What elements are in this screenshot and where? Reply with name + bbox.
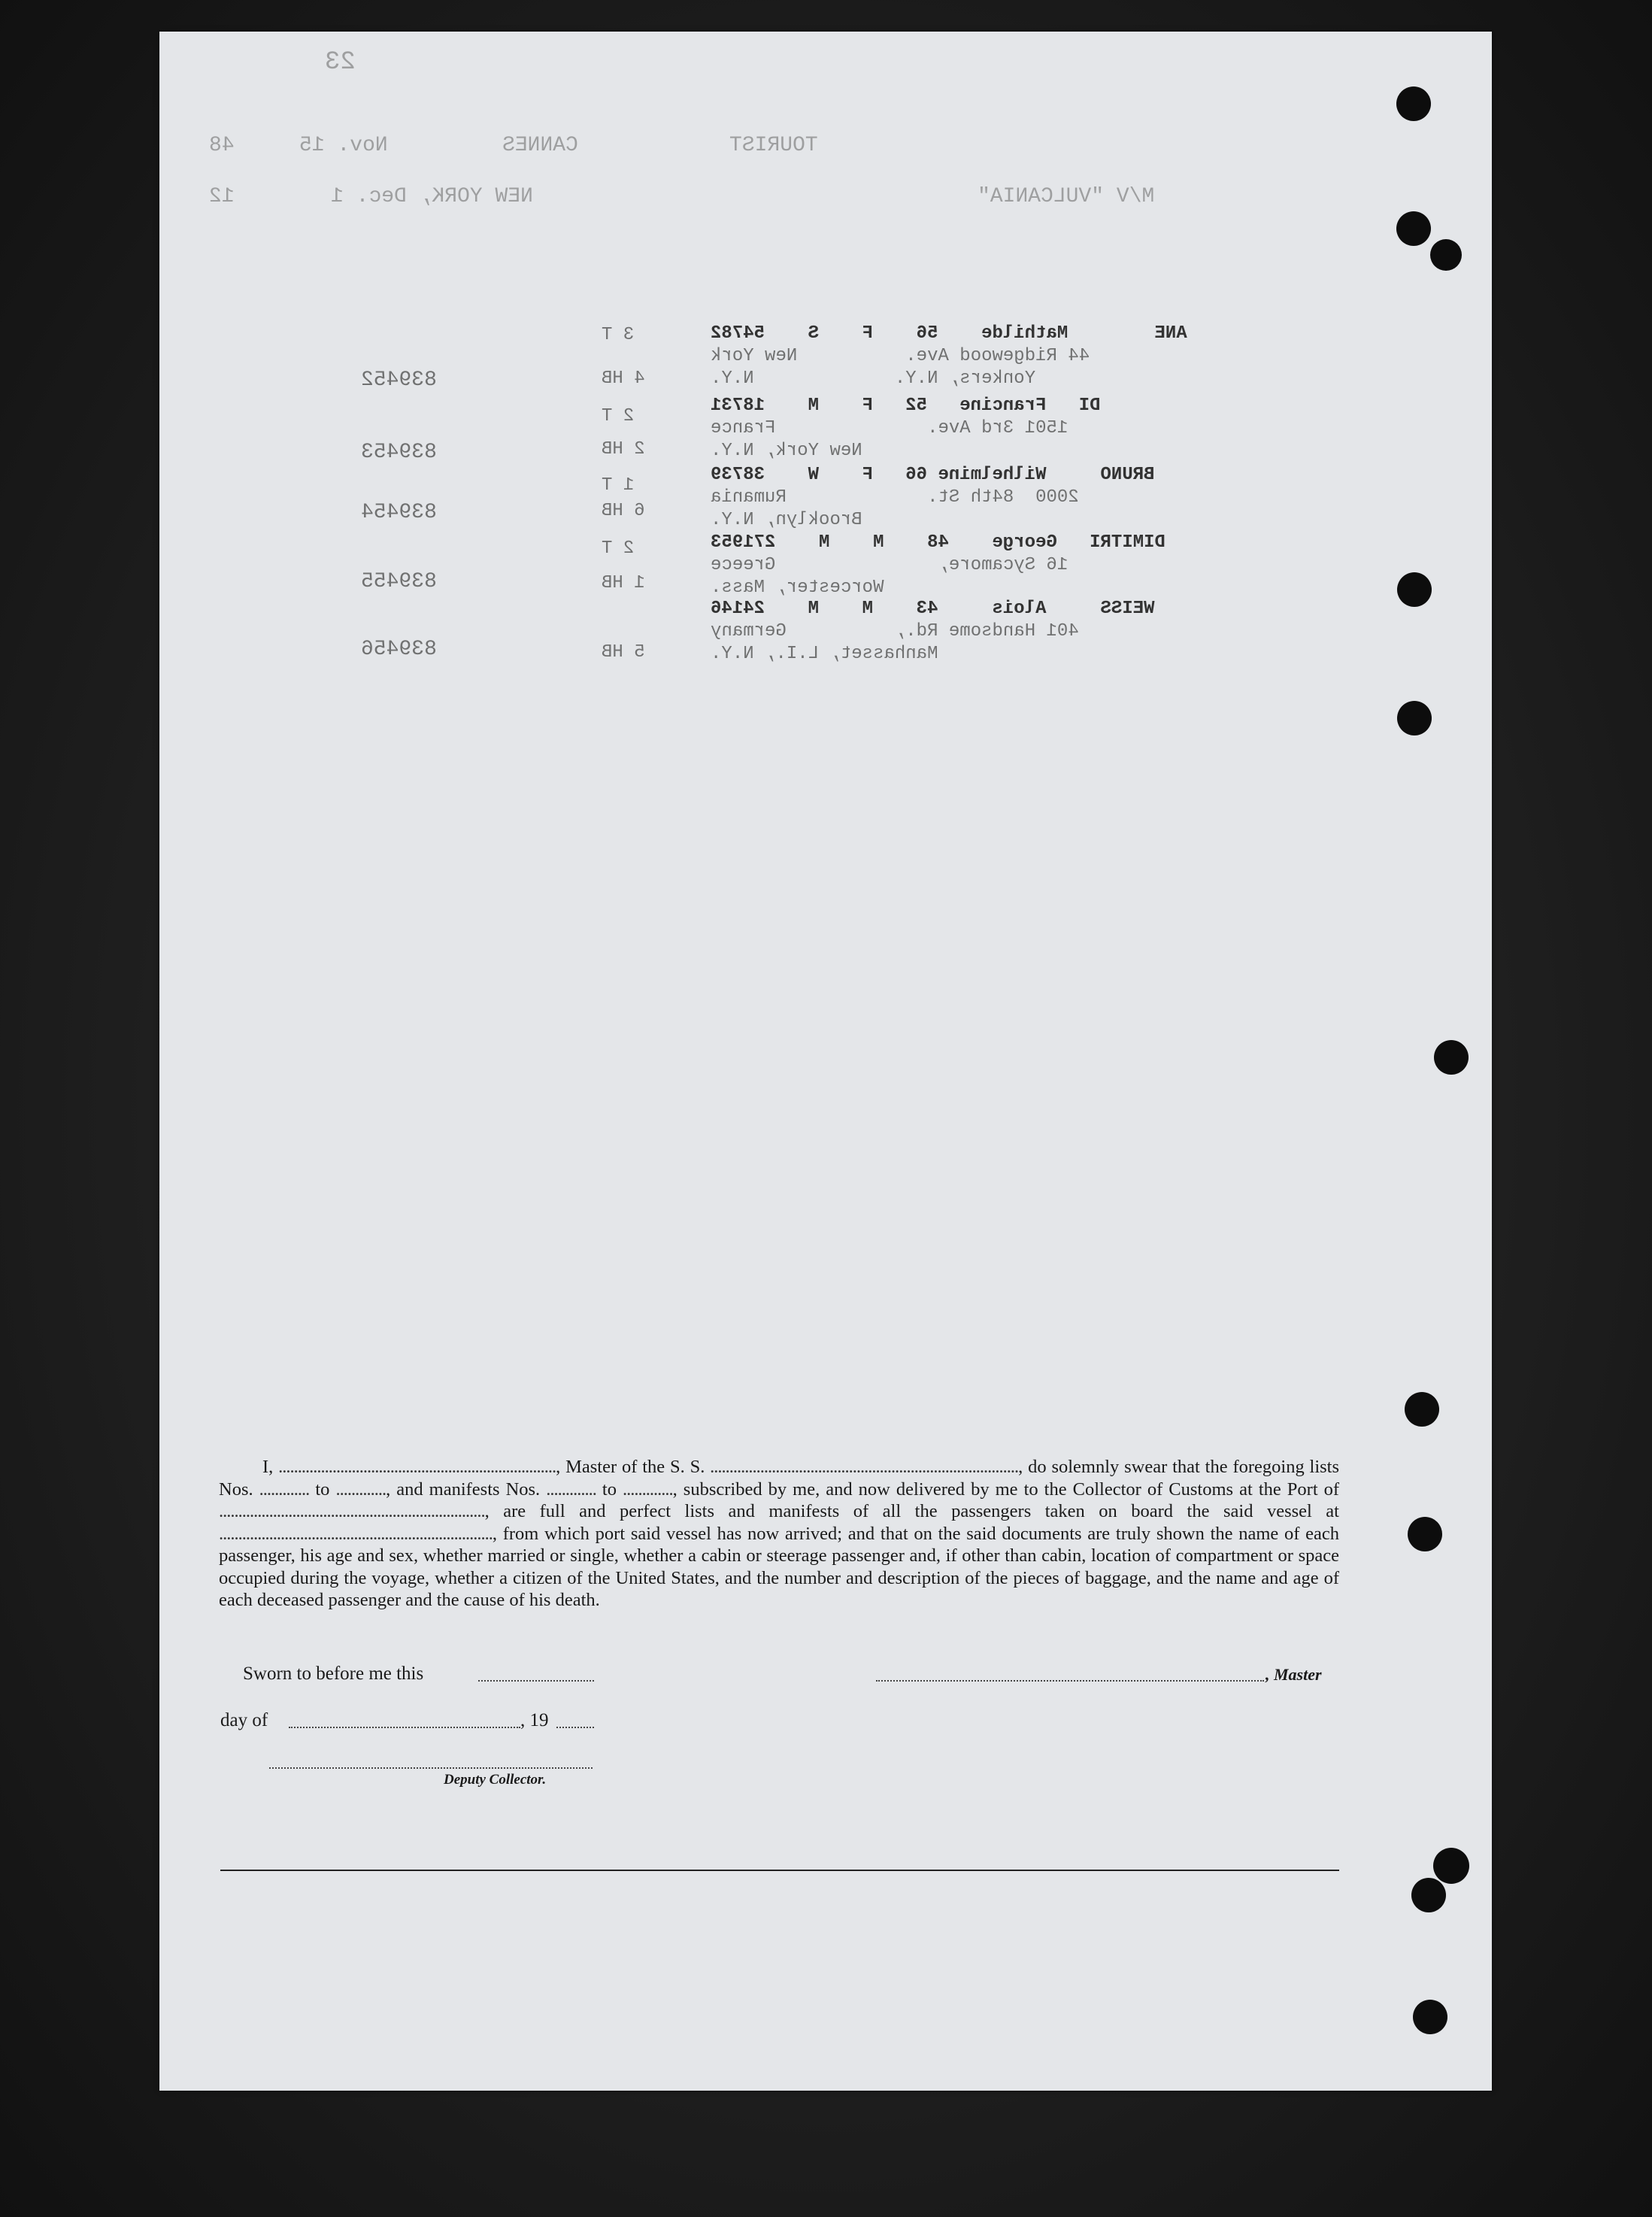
port-blank: .....................................................................	[219, 1501, 485, 1521]
passenger-class: 1 T	[602, 475, 635, 496]
passenger-code: 4 HB	[602, 368, 645, 389]
passenger-ticket: 839455	[361, 570, 437, 593]
passenger-line: 401 Handsome Rd., Germany	[711, 621, 1079, 641]
header-class: TOURIST	[729, 134, 818, 157]
vessel-name-blank: ................................................................................	[710, 1457, 1019, 1477]
header-number: 48	[209, 134, 235, 157]
oath-are-full: , are full and perfect lists and	[484, 1501, 755, 1521]
day-of-label: day of	[220, 1710, 268, 1730]
bottom-rule	[220, 1870, 1339, 1871]
passenger-line: 2000 84th St. Rumania	[711, 487, 1079, 508]
day-blank	[289, 1727, 520, 1728]
oath-to-1: to	[315, 1479, 330, 1500]
passenger-ticket: 839456	[361, 638, 437, 661]
year-blank	[556, 1727, 594, 1728]
passenger-line: New York, N.Y.	[711, 441, 862, 461]
passenger-code: 1 HB	[602, 573, 645, 593]
passenger-line: ANE Mathilde 56 F S 54782	[711, 323, 1187, 344]
passenger-ticket: 839452	[361, 368, 437, 392]
passenger-line: DIMITRI George 48 M M 271953	[711, 532, 1165, 553]
punch-hole	[1433, 1848, 1469, 1884]
punch-hole	[1396, 211, 1431, 246]
passenger-class: 2 T	[602, 538, 635, 559]
departure-port-blank: .......................................................................	[219, 1523, 493, 1544]
passenger-ticket: 839454	[361, 501, 437, 524]
master-signature-blank	[876, 1680, 1264, 1682]
passenger-line: DI Francine 52 F M 18731	[711, 396, 1101, 416]
oath-to-2: to	[602, 1479, 617, 1500]
punch-hole	[1430, 239, 1462, 271]
manifests-to-blank: .............	[623, 1479, 673, 1500]
passenger-line: 44 Ridgewood Ave. New York	[711, 346, 1090, 366]
header-count: 12	[209, 185, 235, 208]
oath-rest: port said vessel has now arrived; and that on the said documents are truly shown the name of each passenger, his age and sex, whether married or single, whether a cabin or steerage passenger and, if other than cabin, location of compartment or space occupied during the voyage, whether a citizen of the United States, and the number and description of the pieces of baggage, and the name and age of each deceased passenger and the cause of his death.	[219, 1523, 1339, 1610]
oath-master-of: , Master of the S. S.	[556, 1457, 705, 1477]
passenger-line: Yonkers, N.Y. N.Y.	[711, 368, 1036, 389]
punch-hole	[1411, 1878, 1446, 1912]
oath-paragraph	[219, 1456, 1339, 1612]
passenger-line: BRUNO Wilhelmine 66 F W 38739	[711, 465, 1155, 485]
oath-from-which: , from which	[492, 1523, 590, 1544]
oath-manifests-all: manifests of all the passengers taken on board the said vessel at	[768, 1501, 1339, 1521]
oath-i: I,	[262, 1457, 274, 1477]
punch-hole	[1434, 1040, 1469, 1075]
punch-hole	[1397, 701, 1432, 735]
sworn-date-blank	[478, 1680, 594, 1682]
header-port: CANNES	[502, 134, 578, 157]
oath-swear: swear that the foregoing lists Nos.	[219, 1457, 1340, 1500]
lists-to-blank: .............	[335, 1479, 386, 1500]
punch-hole	[1405, 1392, 1439, 1427]
passenger-line: 1501 3rd Ave. France	[711, 418, 1068, 438]
page-number: 23	[325, 48, 356, 77]
header-arrival: NEW YORK, Dec. 1	[331, 185, 533, 208]
passenger-line: WEISS Alois 43 M M 24146	[711, 599, 1155, 619]
master-name-blank: ........................................................................	[278, 1457, 556, 1477]
passenger-class: 2 T	[602, 406, 635, 426]
lists-from-blank: .............	[259, 1479, 310, 1500]
header-date: Nov. 15	[299, 134, 388, 157]
deputy-signature-blank	[269, 1767, 593, 1769]
punch-hole	[1397, 572, 1432, 607]
oath-subscribed: , subscribed by me, and now	[672, 1479, 890, 1500]
passenger-code: 6 HB	[602, 501, 645, 521]
passenger-line: Worcester, Mass.	[711, 578, 884, 598]
header-vessel: M/V "VULCANIA"	[978, 185, 1155, 208]
sworn-label	[243, 1664, 423, 1685]
oath-solemnly: , do solemnly	[1018, 1457, 1120, 1477]
passenger-line: Brooklyn, N.Y.	[711, 510, 862, 530]
passenger-line: 16 Sycamore, Greece	[711, 555, 1068, 575]
passenger-code: 2 HB	[602, 439, 645, 459]
oath-and-manifests: , and manifests Nos.	[386, 1479, 541, 1500]
master-label: , Master	[1266, 1665, 1322, 1684]
manifests-from-blank: .............	[546, 1479, 596, 1500]
sworn-text: Sworn to before me this	[243, 1664, 424, 1684]
passenger-ticket: 839453	[361, 441, 437, 464]
year-label: , 19	[520, 1710, 549, 1730]
punch-hole	[1396, 86, 1431, 121]
oath-delivered: delivered by me to the Collector of Customs at the Port of	[896, 1479, 1340, 1500]
passenger-line: Manhasset, L.I., N.Y.	[711, 644, 938, 664]
passenger-class: 3 T	[602, 325, 635, 345]
punch-hole	[1413, 2000, 1447, 2034]
deputy-label: Deputy Collector.	[444, 1772, 547, 1788]
punch-hole	[1408, 1517, 1442, 1551]
passenger-code: 5 HB	[602, 642, 645, 663]
